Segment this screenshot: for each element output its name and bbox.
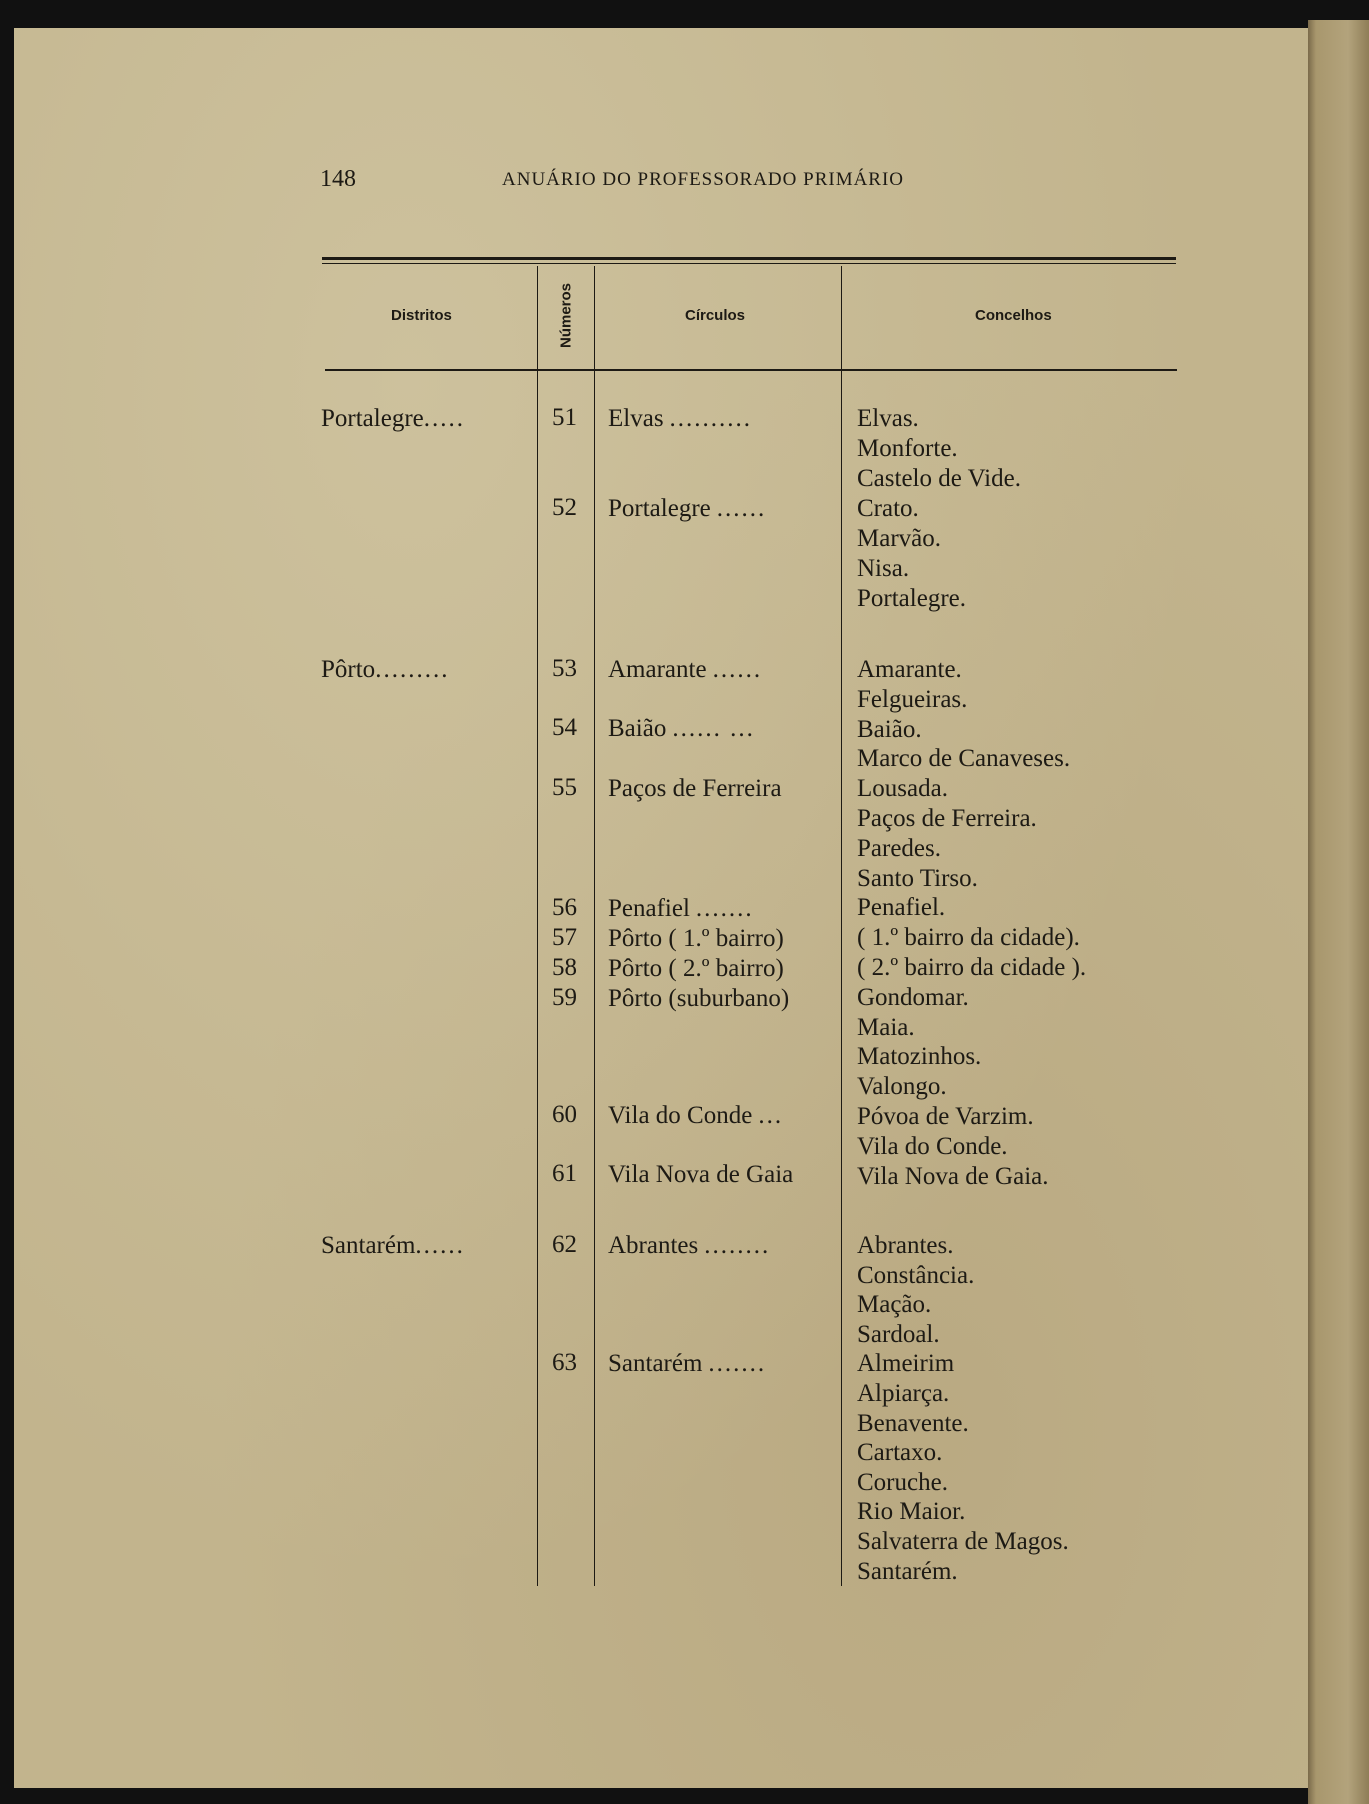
concelho-item: Monforte. bbox=[857, 435, 958, 462]
circulo-row bbox=[608, 894, 841, 924]
header-bottom-rule bbox=[325, 369, 1177, 371]
circulo-name: Baião bbox=[608, 715, 667, 742]
circulo-leader: .......... bbox=[669, 405, 753, 432]
circulo-row bbox=[608, 1349, 841, 1379]
circulo-row bbox=[608, 774, 841, 804]
concelho-item: Abrantes. bbox=[857, 1232, 954, 1259]
circulo-leader: ...... ... bbox=[672, 715, 755, 742]
circulo-row bbox=[608, 954, 841, 984]
concelho-item: Marvão. bbox=[857, 525, 941, 552]
circulo-row bbox=[608, 1231, 841, 1261]
circulo-row bbox=[608, 984, 841, 1014]
concelho-item: Matozinhos. bbox=[857, 1043, 982, 1070]
header-distritos: Distritos bbox=[391, 307, 452, 324]
page-number: 148 bbox=[320, 166, 356, 192]
circulo-row bbox=[608, 1160, 841, 1190]
circulo-row bbox=[608, 494, 841, 524]
circulo-name: Penafiel bbox=[608, 895, 690, 922]
concelho-item: Paços de Ferreira. bbox=[857, 805, 1037, 832]
table-top-rule-thin bbox=[322, 263, 1176, 264]
concelho-item: ( 1.º bairro da cidade). bbox=[857, 924, 1080, 951]
concelho-item: Alpiarça. bbox=[857, 1380, 950, 1407]
circulo-number: 62 bbox=[552, 1231, 577, 1258]
concelho-item: Valongo. bbox=[857, 1073, 947, 1100]
distrito-leader: ..... bbox=[423, 405, 465, 432]
concelho-item: Marco de Canaveses. bbox=[857, 745, 1071, 772]
distrito-name: Pôrto bbox=[321, 656, 376, 683]
circulo-number: 55 bbox=[552, 774, 577, 801]
concelho-item: Maia. bbox=[857, 1014, 915, 1041]
circulo-row bbox=[608, 714, 841, 744]
concelho-item: ( 2.º bairro da cidade ). bbox=[857, 954, 1087, 981]
circulo-name: Abrantes bbox=[608, 1232, 699, 1259]
circulo-row bbox=[608, 404, 841, 434]
distrito-row bbox=[321, 404, 465, 434]
header-concelhos: Concelhos bbox=[975, 307, 1052, 324]
circulo-name: Paços de Ferreira bbox=[608, 775, 782, 802]
concelho-item: Vila do Conde. bbox=[857, 1133, 1008, 1160]
distrito-row bbox=[321, 1231, 465, 1261]
circulo-name: Portalegre bbox=[608, 495, 711, 522]
concelho-item: Nisa. bbox=[857, 555, 910, 582]
concelho-item: Felgueiras. bbox=[857, 686, 968, 713]
concelho-item: Constância. bbox=[857, 1262, 975, 1289]
circulo-name: Vila Nova de Gaia bbox=[608, 1161, 794, 1188]
concelho-item: Gondomar. bbox=[857, 984, 969, 1011]
concelho-item: Crato. bbox=[857, 495, 919, 522]
circulo-name: Elvas bbox=[608, 405, 664, 432]
distrito-name: Portalegre bbox=[321, 405, 424, 432]
circulo-row bbox=[608, 655, 841, 685]
circulo-number: 57 bbox=[552, 924, 577, 951]
distrito-leader: ...... bbox=[415, 1232, 465, 1259]
concelho-item: Póvoa de Varzim. bbox=[857, 1103, 1034, 1130]
concelho-item: Baião. bbox=[857, 716, 922, 743]
distrito-row bbox=[321, 655, 449, 685]
circulo-number: 56 bbox=[552, 894, 577, 921]
concelho-item: Santarém. bbox=[857, 1558, 958, 1585]
circulo-number: 63 bbox=[552, 1349, 577, 1376]
concelho-item: Penafiel. bbox=[857, 894, 946, 921]
concelho-item: Salvaterra de Magos. bbox=[857, 1528, 1069, 1555]
circulo-name: Pôrto (suburbano) bbox=[608, 985, 790, 1012]
circulo-name: Santarém bbox=[608, 1350, 703, 1377]
header-numeros: Números bbox=[557, 282, 575, 349]
column-divider-1 bbox=[537, 266, 538, 1586]
concelho-item: Mação. bbox=[857, 1291, 932, 1318]
concelho-item: Cartaxo. bbox=[857, 1439, 943, 1466]
concelho-item: Sardoal. bbox=[857, 1321, 940, 1348]
header-circulos: Círculos bbox=[685, 307, 746, 324]
concelho-item: Vila Nova de Gaia. bbox=[857, 1163, 1049, 1190]
circulo-row bbox=[608, 1101, 841, 1131]
running-title: ANUÁRIO DO PROFESSORADO PRIMÁRIO bbox=[502, 169, 905, 190]
circulo-number: 58 bbox=[552, 954, 577, 981]
concelho-item: Almeirim bbox=[857, 1350, 955, 1377]
circulo-number: 59 bbox=[552, 984, 577, 1011]
column-divider-2 bbox=[594, 266, 595, 1586]
concelho-item: Elvas. bbox=[857, 405, 919, 432]
table-top-rule-thick bbox=[322, 257, 1176, 260]
column-divider-3 bbox=[841, 266, 842, 1586]
circulo-number: 52 bbox=[552, 494, 577, 521]
circulo-leader: ...... bbox=[716, 495, 767, 522]
concelho-item: Castelo de Vide. bbox=[857, 465, 1021, 492]
circulo-name: Amarante bbox=[608, 656, 707, 683]
concelho-item: Portalegre. bbox=[857, 585, 966, 612]
circulo-number: 51 bbox=[552, 404, 577, 431]
circulo-name: Pôrto ( 2.º bairro) bbox=[608, 955, 784, 982]
circulo-number: 60 bbox=[552, 1101, 577, 1128]
circulo-number: 61 bbox=[552, 1160, 577, 1187]
circulo-number: 54 bbox=[552, 714, 577, 741]
concelho-item: Benavente. bbox=[857, 1410, 969, 1437]
circulo-name: Vila do Conde bbox=[608, 1102, 753, 1129]
concelho-item: Amarante. bbox=[857, 656, 962, 683]
page-fold-edge bbox=[1308, 20, 1369, 1804]
concelho-item: Paredes. bbox=[857, 835, 941, 862]
concelho-item: Santo Tirso. bbox=[857, 865, 978, 892]
concelho-item: Coruche. bbox=[857, 1469, 948, 1496]
circulo-leader: ....... bbox=[708, 1350, 767, 1377]
circulo-leader: ...... bbox=[712, 656, 763, 683]
circulo-number: 53 bbox=[552, 655, 577, 682]
circulo-row bbox=[608, 924, 841, 954]
circulo-leader: ........ bbox=[704, 1232, 771, 1259]
distrito-leader: ......... bbox=[375, 656, 450, 683]
circulo-leader: ... bbox=[758, 1102, 784, 1129]
concelho-item: Lousada. bbox=[857, 775, 948, 802]
concelho-item: Rio Maior. bbox=[857, 1498, 966, 1525]
circulo-name: Pôrto ( 1.º bairro) bbox=[608, 925, 784, 952]
circulo-leader: ....... bbox=[695, 895, 754, 922]
distrito-name: Santarém bbox=[321, 1232, 416, 1259]
